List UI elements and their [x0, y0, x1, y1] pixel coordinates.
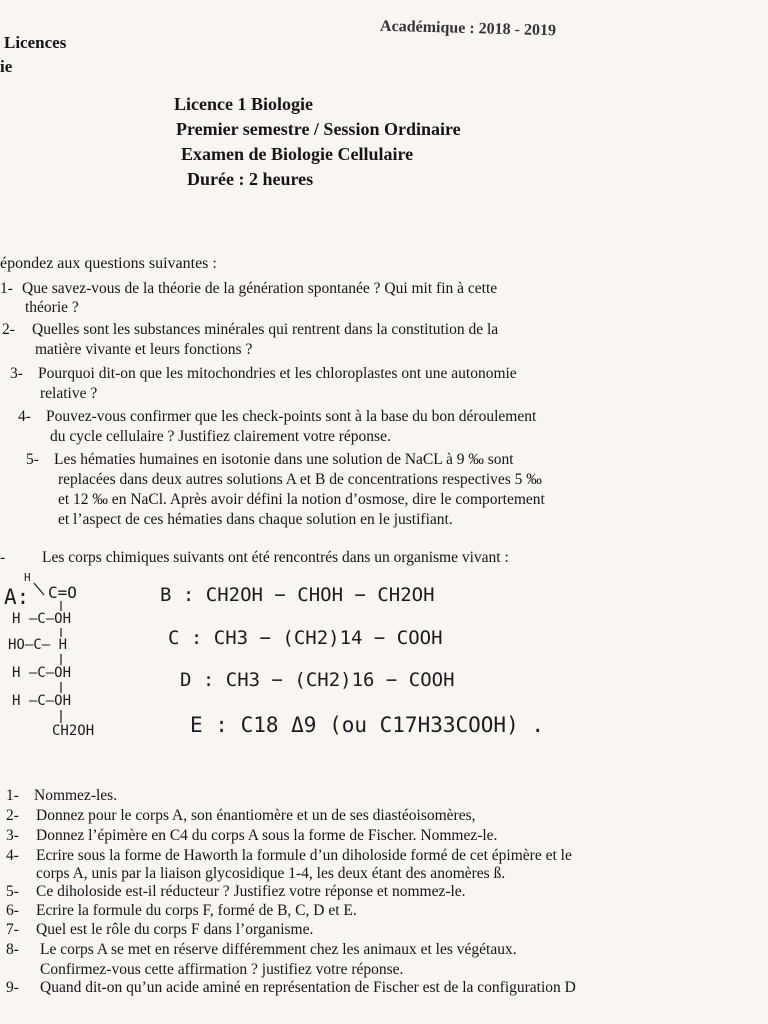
title-line3: Examen de Biologie Cellulaire	[181, 144, 414, 164]
question-line: du cycle cellulaire ? Justifiez clairement votre réponse.	[50, 428, 391, 445]
question-1	[0, 279, 498, 316]
part2-question-5	[6, 882, 466, 902]
part2-number: -	[0, 549, 6, 566]
question-line: théorie ?	[25, 299, 79, 316]
question-line: Confirmez-vous cette affirmation ? justifiez votre réponse.	[40, 961, 404, 978]
question-line: replacées dans deux autres solutions A et B de concentrations respectives 5 ‰	[58, 471, 542, 488]
question-number: 9-	[6, 979, 19, 996]
question-number: 3-	[10, 365, 23, 382]
compound-b: B : CH2OH − CHOH − CH2OH	[160, 584, 435, 606]
part2-question-1	[6, 786, 118, 806]
question-number: 5-	[26, 451, 39, 468]
part2-question-8	[6, 940, 517, 978]
compound-a-h: H	[24, 571, 31, 584]
title-line4: Durée : 2 heures	[187, 169, 314, 189]
question-number: 4-	[6, 847, 19, 864]
part2-question-3	[6, 826, 498, 846]
part1-intro: épondez aux questions suivantes :	[0, 255, 217, 272]
question-3	[10, 364, 517, 402]
question-number: 2-	[6, 807, 19, 824]
compound-a-bonds	[4, 577, 144, 747]
question-number: 1-	[0, 280, 13, 297]
question-line: Donnez l’épimère en C4 du corps A sous la forme de Fischer. Nommez-le.	[36, 827, 498, 844]
question-line: Donnez pour le corps A, son énantiomère et un de ses diastéoisomères,	[36, 807, 476, 824]
compound-a	[4, 571, 144, 747]
header-left-line1: Licences	[4, 33, 67, 52]
compound-e: E : C18 Δ9 (ou C17H33COOH) .	[190, 713, 545, 737]
question-5	[26, 450, 545, 528]
question-line: Les hématies humaines en isotonie dans une solution de NaCL à 9 ‰ sont	[54, 451, 514, 468]
compound-a-row-3: H —C—OH	[12, 665, 72, 681]
compound-a-label: A:	[4, 585, 30, 609]
header-top-right: Académique : 2018 - 2019	[379, 17, 557, 40]
question-line: Quelles sont les substances minérales qui rentrent dans la constitution de la	[32, 321, 499, 338]
question-number: 4-	[18, 408, 31, 425]
part2-question-2	[6, 806, 476, 826]
question-line: corps A, unis par la liaison glycosidique 1-4, les deux étant des anomères ß.	[36, 865, 506, 882]
question-number: 3-	[6, 827, 19, 844]
compound-a-aldehyde: C=O	[48, 583, 77, 602]
question-line: Nommez-les.	[34, 787, 118, 804]
compound-d: D : CH3 − (CH2)16 − COOH	[180, 669, 455, 691]
question-line: Le corps A se met en réserve différemment chez les animaux et les végétaux.	[40, 941, 517, 958]
question-number: 1-	[6, 787, 19, 804]
question-line: et 12 ‰ en NaCl. Après avoir défini la notion d’osmose, dire le comportement	[58, 491, 545, 508]
question-line: Quand dit-on qu’un acide aminé en représentation de Fischer est de la configuration D	[40, 979, 576, 996]
question-line: Pourquoi dit-on que les mitochondries et les chloroplastes ont une autonomie	[38, 365, 517, 382]
question-line: matière vivante et leurs fonctions ?	[35, 341, 253, 358]
part2-question-9	[6, 978, 576, 998]
part2-question-4	[6, 846, 572, 882]
question-line: Ecrire la formule du corps F, formé de B, C, D et E.	[36, 902, 357, 919]
compound-a-bottom: CH2OH	[52, 723, 95, 739]
part2-question-6	[6, 901, 357, 921]
question-4	[18, 407, 537, 445]
title-line1: Licence 1 Biologie	[174, 94, 313, 114]
compound-a-row-4: H —C—OH	[12, 693, 72, 709]
question-number: 7-	[6, 921, 19, 938]
question-number: 5-	[6, 883, 19, 900]
compound-c: C : CH3 − (CH2)14 − COOH	[168, 627, 443, 649]
title-line2: Premier semestre / Session Ordinaire	[176, 119, 461, 139]
question-line: Ecrire sous la forme de Haworth la formule d’un diholoside formé de cet épimère et le	[36, 847, 572, 864]
compound-a-row-1: H —C—OH	[12, 611, 72, 627]
question-2	[2, 320, 499, 358]
question-line: Que savez-vous de la théorie de la génération spontanée ? Qui mit fin à cette	[22, 280, 498, 297]
question-number: 2-	[2, 321, 15, 338]
header-left-line2: ie	[0, 57, 13, 76]
question-line: relative ?	[40, 385, 98, 402]
question-number: 8-	[6, 941, 19, 958]
question-line: Pouvez-vous confirmer que les check-points sont à la base du bon déroulement	[46, 408, 537, 425]
question-line: Ce diholoside est-il réducteur ? Justifiez votre réponse et nommez-le.	[36, 883, 466, 900]
question-line: et l’aspect de ces hématies dans chaque solution en le justifiant.	[58, 511, 453, 528]
question-number: 6-	[6, 902, 19, 919]
question-line: Quel est le rôle du corps F dans l’organisme.	[36, 921, 314, 938]
part2-intro: Les corps chimiques suivants ont été rencontrés dans un organisme vivant :	[42, 549, 509, 566]
compound-a-row-2: HO—C— H	[8, 637, 68, 653]
part2-question-7	[6, 920, 314, 940]
